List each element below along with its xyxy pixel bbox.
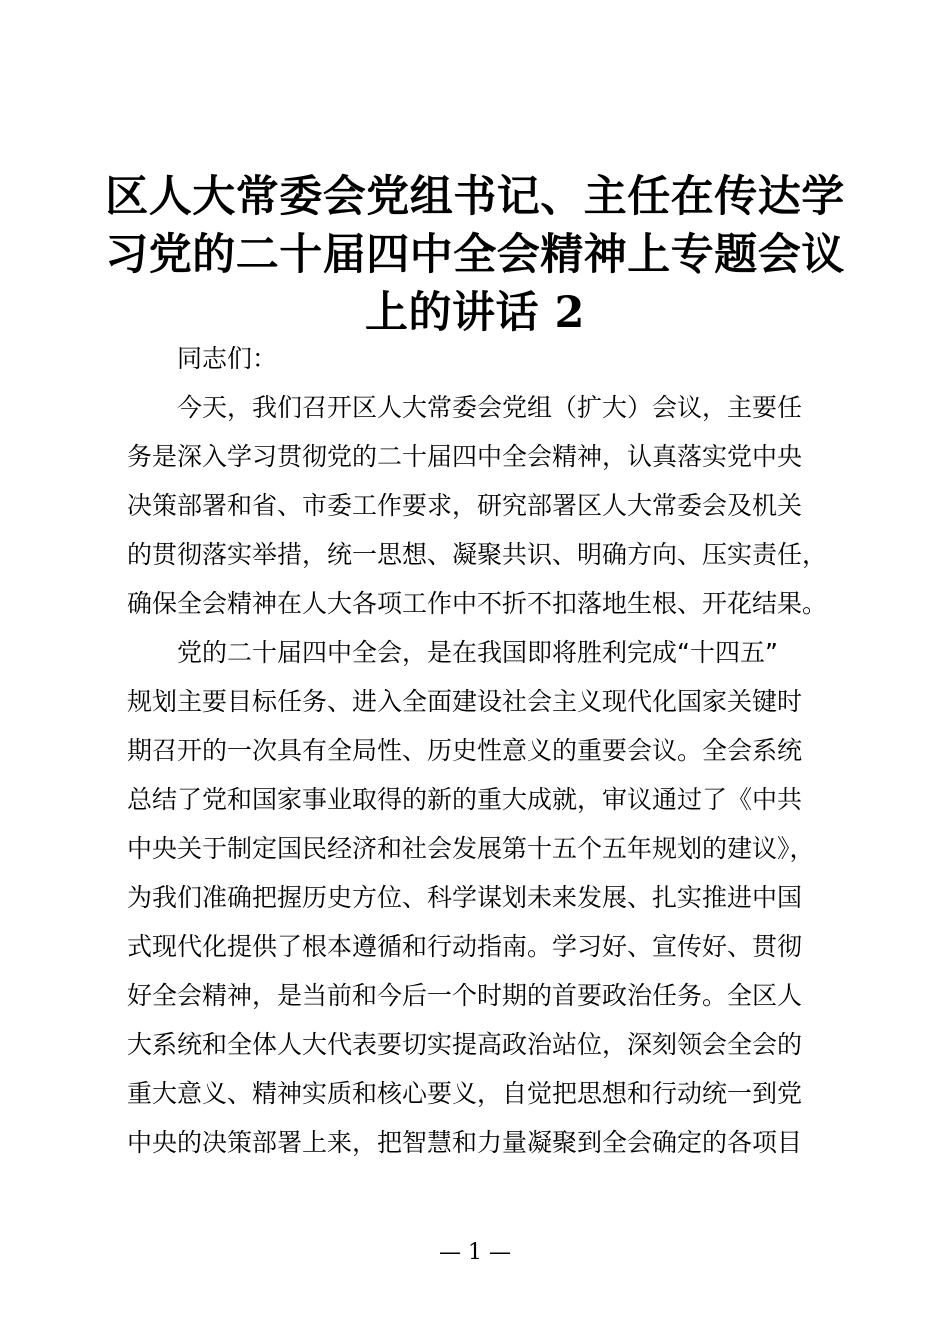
paragraph-1-line: 决策部署和省、市委工作要求，研究部署区人大常委会及机关 (127, 491, 803, 520)
paragraph-1-line: 今天，我们召开区人大常委会党组（扩大）会议，主要任 (177, 393, 803, 422)
title-line-2: 习党的二十届四中全会精神上专题会议 (105, 230, 845, 280)
salutation: 同志们： (177, 344, 278, 373)
paragraph-2-line: 期召开的一次具有全局性、历史性意义的重要会议。全会系统 (127, 736, 803, 765)
paragraph-1-line: 确保全会精神在人大各项工作中不折不扣落地生根、开花结果。 (127, 589, 828, 618)
paragraph-2-line: 大系统和全体人大代表要切实提高政治站位，深刻领会全会的 (127, 1030, 803, 1059)
document-title (100, 168, 850, 342)
paragraph-2-line: 中央的决策部署上来，把智慧和力量凝聚到全会确定的各项目 (127, 1128, 803, 1157)
paragraph-2-line: 式现代化提供了根本遵循和行动指南。学习好、宣传好、贯彻 (127, 932, 803, 961)
paragraph-1-line: 的贯彻落实举措，统一思想、凝聚共识、明确方向、压实责任， (127, 540, 828, 569)
paragraph-1 (127, 383, 857, 628)
paragraph-2-line: 重大意义、精神实质和核心要义，自觉把思想和行动统一到党 (127, 1079, 803, 1108)
paragraph-2-line: 总结了党和国家事业取得的新的重大成就，审议通过了《中共 (127, 785, 803, 814)
paragraph-2-line: 中央关于制定国民经济和社会发展第十五个五年规划的建议》， (127, 834, 815, 863)
paragraph-2-line: 为我们准确把握历史方位、科学谋划未来发展、扎实推进中国 (127, 883, 803, 912)
paragraph-2-line: 党的二十届四中全会，是在我国即将胜利完成“十四五” (177, 638, 778, 667)
paragraph-2 (127, 628, 857, 1167)
page-number: — 1 — (439, 1240, 511, 1265)
paragraph-2-line: 规划主要目标任务、进入全面建设社会主义现代化国家关键时 (127, 687, 803, 716)
document-body (127, 334, 857, 1167)
paragraph-2-line: 好全会精神，是当前和今后一个时期的首要政治任务。全区人 (127, 981, 803, 1010)
title-line-1: 区人大常委会党组书记、主任在传达学 (105, 172, 845, 222)
title-line-3: 上的讲话 2 (365, 288, 585, 338)
paragraph-1-line: 务是深入学习贯彻党的二十届四中全会精神，认真落实党中央 (127, 442, 803, 471)
